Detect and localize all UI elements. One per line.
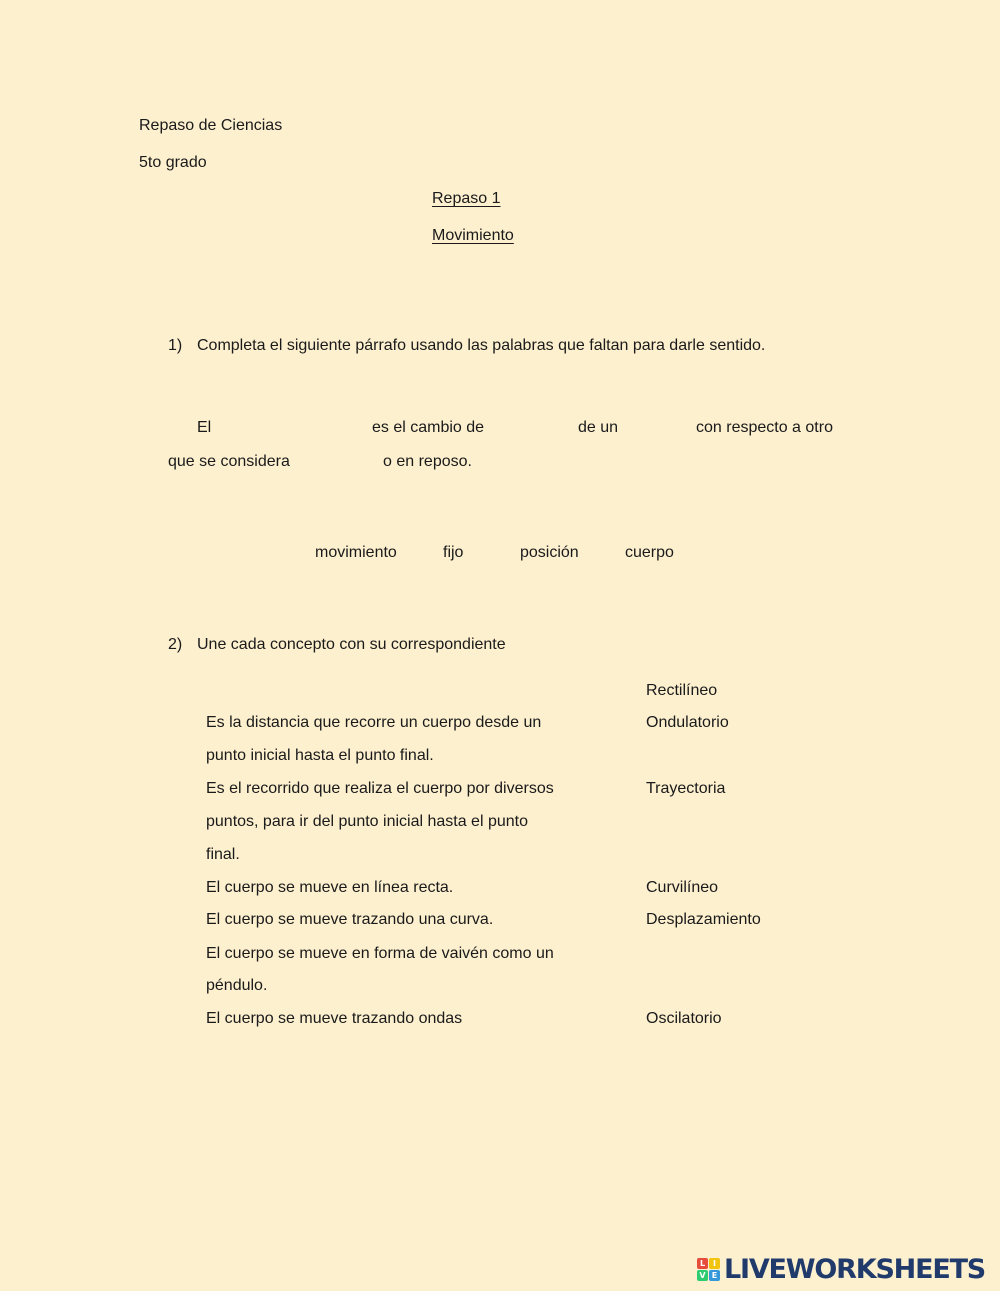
sentence-part-4: con respecto a otro	[696, 419, 833, 436]
definition-5-line-2: péndulo.	[206, 977, 268, 994]
logo-text: LIVEWORKSHEETS	[724, 1254, 986, 1285]
definition-2-line-3: final.	[206, 846, 240, 863]
question2-prompt: Une cada concepto con su correspondiente	[197, 636, 506, 653]
review-title: Repaso 1	[432, 190, 501, 207]
definition-2-line-2: puntos, para ir del punto inicial hasta el punto	[206, 813, 528, 830]
sentence-part-2: es el cambio de	[372, 419, 485, 436]
topic-title: Movimiento	[432, 227, 514, 244]
logo-letter: L	[697, 1258, 708, 1269]
word-bank-item: movimiento	[315, 544, 397, 561]
word-bank-item: cuerpo	[625, 544, 674, 561]
question1-number: 1)	[168, 337, 183, 354]
concept-item: Desplazamiento	[646, 911, 761, 928]
definition-1-line-1: Es la distancia que recorre un cuerpo desde un	[206, 714, 542, 731]
logo-letter: I	[709, 1258, 720, 1269]
word-bank-item: posición	[520, 544, 579, 561]
subject-title: Repaso de Ciencias	[139, 117, 283, 134]
sentence-part-1: El	[197, 419, 212, 436]
definition-4: El cuerpo se mueve trazando una curva.	[206, 911, 494, 928]
concept-item: Oscilatorio	[646, 1010, 722, 1027]
liveworksheets-logo	[697, 1255, 985, 1285]
definition-1-line-2: punto inicial hasta el punto final.	[206, 747, 434, 764]
definition-6: El cuerpo se mueve trazando ondas	[206, 1010, 463, 1027]
logo-mark-icon	[697, 1258, 721, 1282]
definition-2-line-1: Es el recorrido que realiza el cuerpo por diversos	[206, 780, 554, 797]
definition-3: El cuerpo se mueve en línea recta.	[206, 879, 454, 896]
word-bank-item: fijo	[443, 544, 464, 561]
question1-prompt: Completa el siguiente párrafo usando las palabras que faltan para darle sentido.	[197, 337, 766, 354]
sentence-part-5: que se considera	[168, 453, 290, 470]
logo-letter: E	[709, 1270, 720, 1281]
question2-number: 2)	[168, 636, 183, 653]
concept-item: Ondulatorio	[646, 714, 729, 731]
sentence-part-3: de un	[578, 419, 619, 436]
concept-item: Curvilíneo	[646, 879, 719, 896]
sentence-part-6: o en reposo.	[383, 453, 472, 470]
concept-item: Rectilíneo	[646, 682, 718, 699]
logo-letter: V	[697, 1270, 708, 1281]
grade-label: 5to grado	[139, 154, 207, 171]
concept-item: Trayectoria	[646, 780, 726, 797]
definition-5-line-1: El cuerpo se mueve en forma de vaivén como un	[206, 945, 554, 962]
